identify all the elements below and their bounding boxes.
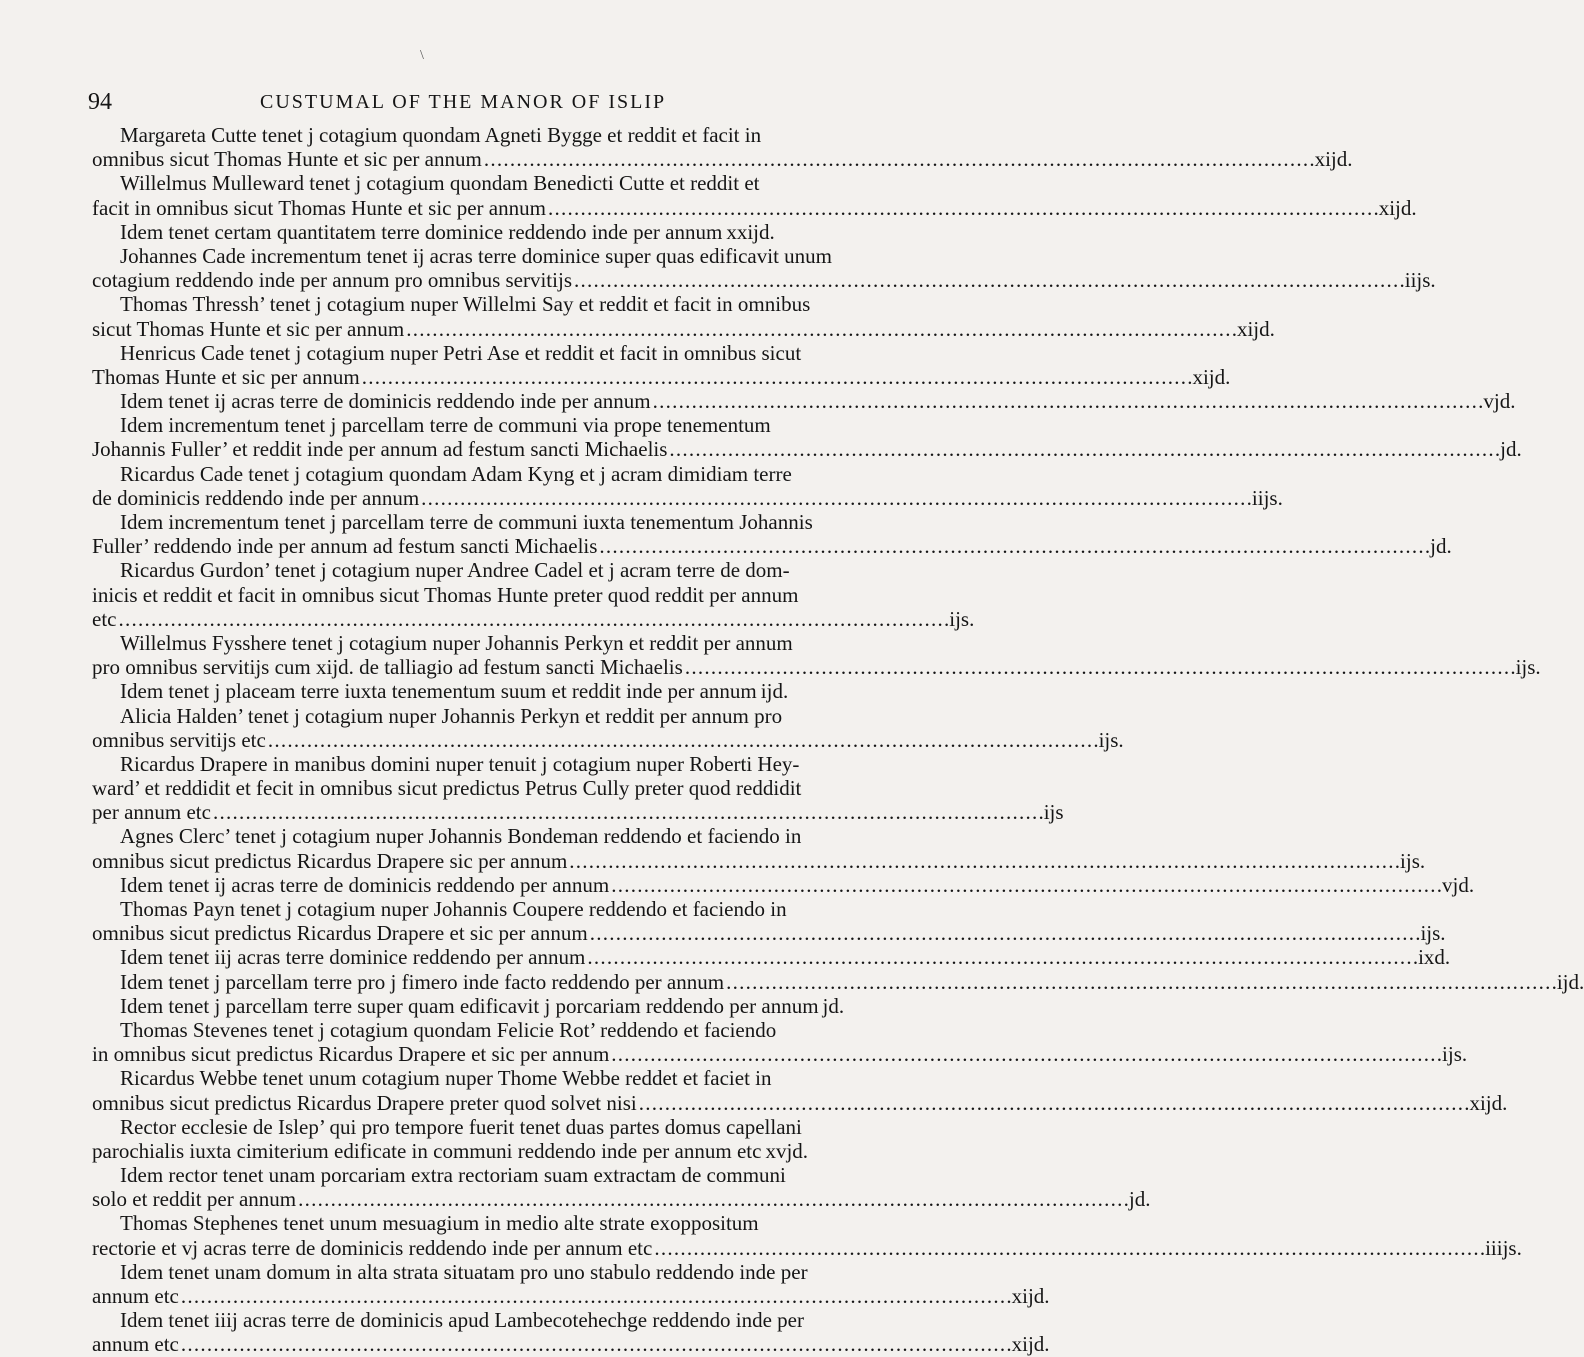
line-text: Thomas Hunte et sic per annum [92,364,360,389]
rent-amount: iijs. [1251,485,1283,510]
rent-amount: vjd. [1441,872,1475,897]
tenancy-entry-line [92,364,1231,389]
dot-leader [298,1187,1127,1211]
text-line [92,1308,804,1333]
dot-leader [611,873,1440,897]
rent-amount: xijd. [1469,1090,1508,1115]
rent-amount: ijs. [1420,921,1446,946]
line-text: Alicia Halden’ tenet j cotagium nuper Johannis Perkyn et reddit per annum pro [120,703,783,728]
rent-amount: iiijs. [1485,1235,1522,1260]
dot-leader [685,655,1514,679]
line-text: cotagium reddendo inde per annum pro omnibus servitijs [92,268,572,293]
line-text: Idem tenet j placeam terre iuxta tenementum suum et reddit inde per annum [120,679,757,704]
rent-amount: jd. [1430,534,1452,559]
line-text: Idem tenet certam quantitatem terre dominice reddendo inde per annum [120,219,723,244]
dot-leader [362,365,1191,389]
text-line [92,824,802,849]
rent-amount: ijs [1043,800,1064,825]
line-text: Willelmus Mulleward tenet j cotagium quondam Benedicti Cutte et reddit et [120,171,760,196]
tenancy-entry-line [92,872,1475,897]
tenancy-entry-line [92,389,1516,414]
tenancy-entry-line [92,1042,1468,1067]
line-text: annum etc [92,1284,179,1308]
tenancy-entry-line [92,316,1275,341]
rent-amount: xijd. [1011,1332,1050,1357]
dot-leader [599,534,1428,558]
running-title: CUSTUMAL OF THE MANOR OF ISLIP [260,91,667,113]
line-text: Thomas Thressh’ tenet j cotagium nuper Willelmi Say et reddit et facit in omnibus [120,292,811,317]
rent-amount: xxijd. [726,219,775,244]
line-text: Ricardus Drapere in manibus domini nuper tenuit j cotagium nuper Roberti Hey- [120,751,800,776]
line-text: de dominicis reddendo inde per annum [92,485,420,510]
rent-amount: ijs. [1442,1042,1468,1067]
line-text: Margareta Cutte tenet j cotagium quondam Agneti Bygge et reddit et facit in [120,123,762,147]
tenancy-entry-line [92,655,1541,680]
rent-amount: xijd. [1314,147,1353,172]
page-number: 94 [88,89,112,115]
rent-amount: xvjd. [765,1138,809,1163]
line-text: omnibus sicut predictus Ricardus Drapere preter quod solvet nisi [92,1090,637,1115]
dot-leader [726,970,1555,994]
tenancy-entry-line [92,1138,809,1163]
dot-leader [406,317,1235,341]
line-text: Idem incrementum tenet j parcellam terre de communi via prope tenementum [120,413,771,438]
text-line [92,243,833,268]
line-text: pro omnibus servitijs cum xijd. de talliagio ad festum sancti Michaelis [92,655,683,680]
text-line [92,1114,802,1139]
dot-leader [213,800,1042,824]
line-text: Idem tenet iiij acras terre de dominicis apud Lambecotehechge reddendo inde per [120,1308,804,1333]
line-text: Idem tenet j parcellam terre pro j fimero inde facto reddendo per annum [120,969,725,994]
dot-leader [654,1236,1483,1260]
line-text: Thomas Payn tenet j cotagium nuper Johannis Coupere reddendo et faciendo in [120,897,787,921]
text-line [92,461,792,486]
text-line [92,292,811,317]
rent-amount: ijd. [1556,969,1584,994]
text-line [92,413,771,438]
tenancy-entry-line [92,534,1452,559]
line-text: Johannes Cade incrementum tenet ij acras terre dominice super quas edificavit unum [120,243,833,268]
text-line [92,630,793,655]
line-text: Thomas Stevenes tenet j cotagium quondam Felicie Rot’ reddendo et faciendo [120,1017,777,1042]
tenancy-entry-line [92,147,1353,172]
line-text: Rector ecclesie de Islep’ qui pro tempore fuerit tenet duas partes domus capellani [120,1114,802,1139]
text-line [92,1211,767,1235]
rent-amount: ijd. [760,679,789,704]
line-text: in omnibus sicut predictus Ricardus Drapere et sic per annum [92,1042,610,1067]
line-text: Idem tenet ij acras terre de dominicis reddendo inde per annum [120,389,651,414]
line-text: omnibus sicut predictus Ricardus Drapere et sic per annum [92,921,588,946]
tenancy-entry-line [92,727,1124,752]
text-line [92,703,783,728]
dot-leader [639,1091,1468,1115]
line-text: omnibus servitijs etc [92,727,266,752]
dot-leader [611,1042,1440,1066]
tenancy-entry-line [92,800,1064,825]
line-text: Idem tenet iij acras terre dominice reddendo per annum [120,945,586,970]
line-text: Idem rector tenet unam porcariam extra rectoriam suam extractam de communi [120,1163,786,1188]
rent-amount: jd. [822,993,845,1018]
dot-leader [181,1284,1010,1308]
dot-leader [268,728,1097,752]
rent-amount: ijs. [1400,848,1426,873]
tenancy-entry-line [92,219,775,244]
tenancy-entry-line [92,268,1436,293]
line-text: Agnes Clerc’ tenet j cotagium nuper Johannis Bondeman reddendo et faciendo in [120,824,802,849]
rent-amount: iijs. [1404,268,1436,293]
running-head [88,88,753,116]
tenancy-entry-line [92,1187,1151,1212]
text-line [92,751,800,776]
corner-mark: \ [420,48,424,63]
rent-amount: jd. [1128,1187,1151,1212]
tenancy-entry-line [92,993,845,1018]
line-text: Idem tenet unam domum in alta strata situatam pro uno stabulo reddendo inde per [120,1259,808,1284]
rent-amount: xijd. [1236,316,1275,341]
line-text: per annum etc [92,800,211,825]
rent-amount: jd. [1500,437,1522,462]
rent-amount: ijs. [949,606,975,631]
line-text: omnibus sicut predictus Ricardus Drapere sic per annum [92,848,568,873]
text-line [92,171,767,195]
line-text: inicis et reddit et facit in omnibus sicut Thomas Hunte preter quod reddit per annum [92,582,799,607]
text-line [92,340,802,365]
line-text: ward’ et reddidit et fecit in omnibus sicut predictus Petrus Cully preter quod reddidit [92,776,802,801]
rent-amount: xijd. [1378,195,1417,220]
tenancy-entry-line [92,606,975,631]
dot-leader [574,268,1403,292]
line-text: solo et reddit per annum [92,1187,297,1212]
text-line [92,897,787,921]
dot-leader [181,1332,1010,1356]
line-text: Thomas Stephenes tenet unum mesuagium in medio alte strate exoppositum [120,1211,759,1236]
custumal-text [92,123,1584,1357]
tenancy-entry-line [92,1332,1050,1357]
tenancy-entry-line [92,969,1584,994]
dot-leader [669,437,1498,461]
tenancy-entry-line [92,921,1446,946]
tenancy-entry-line [92,945,1451,970]
line-text: Ricardus Gurdon’ tenet j cotagium nuper Andree Cadel et j acram terre de dom- [120,558,790,583]
dot-leader [421,486,1250,510]
line-text: Idem tenet ij acras terre de dominicis reddendo per annum [120,872,610,897]
text-line [92,558,790,583]
rent-amount: ixd. [1418,945,1451,970]
tenancy-entry-line [92,437,1522,462]
line-text: parochialis iuxta cimiterium edificate in communi reddendo inde per annum etc [92,1138,762,1163]
text-line [92,510,813,534]
dot-leader [569,849,1398,873]
dot-leader [548,196,1377,220]
rent-amount: vjd. [1483,389,1516,414]
tenancy-entry-line [92,679,789,704]
text-line [92,123,767,147]
text-line [92,1259,808,1284]
text-line [92,1066,772,1091]
text-line [92,1163,786,1188]
dot-leader [653,389,1482,413]
tenancy-entry-line [92,1235,1522,1260]
tenancy-entry-line [92,1090,1508,1115]
line-text: rectorie et vj acras terre de dominicis reddendo inde per annum etc [92,1235,653,1260]
line-text: Fuller’ reddendo inde per annum ad festum sancti Michaelis [92,534,598,559]
rent-amount: ijs. [1098,727,1124,752]
dot-leader [587,945,1416,969]
text-line [92,776,802,801]
text-line [92,582,799,607]
line-text: Johannis Fuller’ et reddit inde per annum ad festum sancti Michaelis [92,437,668,462]
line-text: Idem tenet j parcellam terre super quam edificavit j porcariam reddendo per annum [120,993,819,1018]
dot-leader [590,921,1419,945]
tenancy-entry-line [92,1284,1050,1308]
line-text: sicut Thomas Hunte et sic per annum [92,316,405,341]
rent-amount: xijd. [1011,1284,1050,1308]
line-text: facit in omnibus sicut Thomas Hunte et sic per annum [92,195,546,220]
line-text: etc [92,606,117,631]
text-line [92,1017,777,1042]
line-text: Idem incrementum tenet j parcellam terre de communi iuxta tenementum Johannis [120,510,813,534]
line-text: Henricus Cade tenet j cotagium nuper Petri Ase et reddit et facit in omnibus sicut [120,340,802,365]
rent-amount: ijs. [1515,655,1541,680]
rent-amount: xijd. [1192,364,1231,389]
tenancy-entry-line [92,848,1426,873]
line-text: Ricardus Cade tenet j cotagium quondam Adam Kyng et j acram dimidiam terre [120,461,792,486]
line-text: omnibus sicut Thomas Hunte et sic per annum [92,147,482,172]
dot-leader [484,147,1313,171]
line-text: annum etc [92,1332,179,1357]
tenancy-entry-line [92,485,1283,510]
line-text: Willelmus Fysshere tenet j cotagium nuper Johannis Perkyn et reddit per annum [120,630,793,655]
dot-leader [118,607,947,631]
line-text: Ricardus Webbe tenet unum cotagium nuper Thome Webbe reddet et faciet in [120,1066,772,1091]
tenancy-entry-line [92,195,1417,220]
